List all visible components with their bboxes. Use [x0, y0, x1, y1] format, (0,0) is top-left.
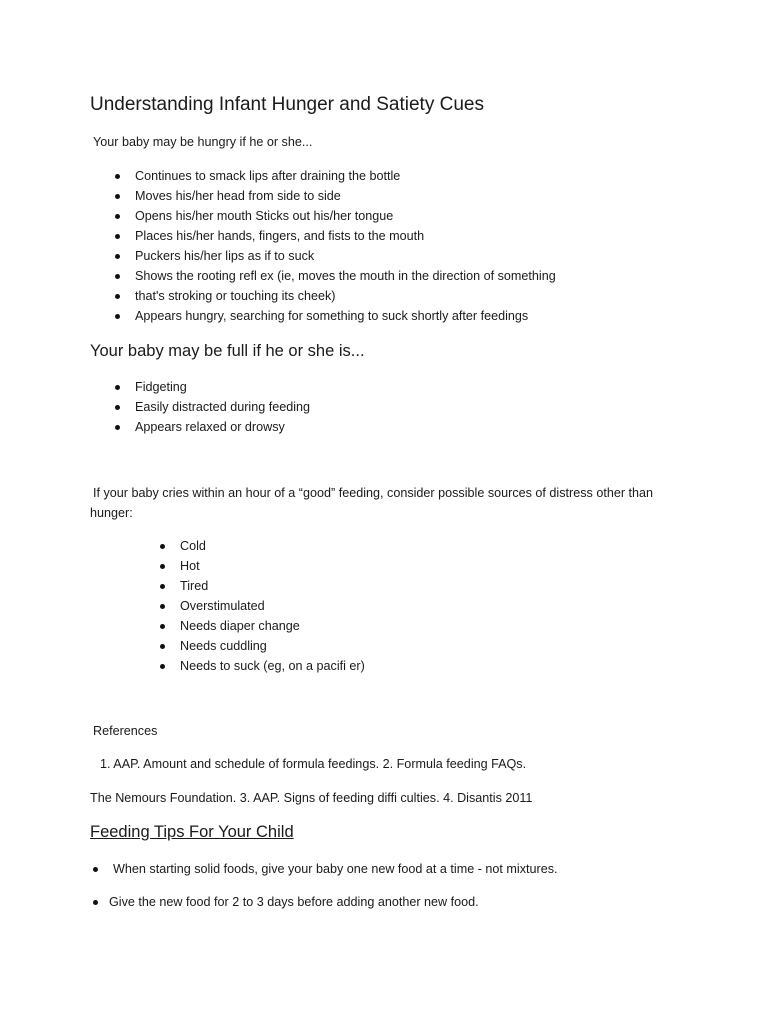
cries-paragraph-line2: hunger:	[90, 506, 133, 520]
list-item: Cold	[180, 536, 365, 556]
full-cues-list	[135, 377, 310, 437]
list-item: Easily distracted during feeding	[135, 397, 310, 417]
list-item: that's stroking or touching its cheek)	[135, 286, 556, 306]
page-title: Understanding Infant Hunger and Satiety Cues	[90, 94, 484, 115]
cries-paragraph-line1: If your baby cries within an hour of a “good” feeding, consider possible sources of distress other than	[93, 486, 654, 500]
list-item: Shows the rooting refl ex (ie, moves the mouth in the direction of something	[135, 266, 556, 286]
bullet-icon	[115, 254, 120, 259]
references-line2: The Nemours Foundation. 3. AAP. Signs of feeding diffi culties. 4. Disantis 2011	[90, 791, 533, 805]
list-item: Appears relaxed or drowsy	[135, 417, 310, 437]
bullet-icon	[160, 544, 165, 549]
bullet-icon	[115, 274, 120, 279]
list-item: When starting solid foods, give your baby one new food at a time - not mixtures.	[113, 859, 558, 879]
bullet-icon	[115, 405, 120, 410]
bullet-icon	[160, 664, 165, 669]
bullet-icon	[160, 624, 165, 629]
list-item: Needs to suck (eg, on a pacifi er)	[180, 656, 365, 676]
tips-heading: Feeding Tips For Your Child	[90, 823, 294, 841]
bullet-icon	[93, 867, 98, 872]
bullet-icon	[115, 425, 120, 430]
bullet-icon	[115, 214, 120, 219]
list-item: Places his/her hands, fingers, and fists to the mouth	[135, 226, 556, 246]
list-item: Tired	[180, 576, 365, 596]
list-item: Fidgeting	[135, 377, 310, 397]
list-item: Continues to smack lips after draining the bottle	[135, 166, 556, 186]
bullet-icon	[115, 194, 120, 199]
bullet-icon	[93, 900, 98, 905]
list-item: Moves his/her head from side to side	[135, 186, 556, 206]
bullet-icon	[115, 234, 120, 239]
full-heading: Your baby may be full if he or she is...	[90, 342, 365, 360]
bullet-icon	[160, 604, 165, 609]
bullet-icon	[115, 174, 120, 179]
list-item: Needs cuddling	[180, 636, 365, 656]
references-heading: References	[93, 724, 158, 738]
bullet-icon	[115, 294, 120, 299]
bullet-icon	[160, 584, 165, 589]
list-item: Give the new food for 2 to 3 days before adding another new food.	[109, 892, 479, 912]
list-item: Needs diaper change	[180, 616, 365, 636]
list-item: Opens his/her mouth Sticks out his/her tongue	[135, 206, 556, 226]
references-line1: 1. AAP. Amount and schedule of formula feedings. 2. Formula feeding FAQs.	[100, 757, 527, 771]
feeding-tips-list	[113, 859, 558, 879]
hungry-cues-list	[135, 166, 556, 326]
bullet-icon	[160, 564, 165, 569]
hungry-intro: Your baby may be hungry if he or she...	[93, 135, 313, 149]
list-item: Puckers his/her lips as if to suck	[135, 246, 556, 266]
distress-sources-list	[180, 536, 365, 676]
list-item: Hot	[180, 556, 365, 576]
list-item: Appears hungry, searching for something to suck shortly after feedings	[135, 306, 556, 326]
feeding-tips-list-2	[109, 892, 479, 912]
bullet-icon	[115, 385, 120, 390]
bullet-icon	[115, 314, 120, 319]
bullet-icon	[160, 644, 165, 649]
list-item: Overstimulated	[180, 596, 365, 616]
